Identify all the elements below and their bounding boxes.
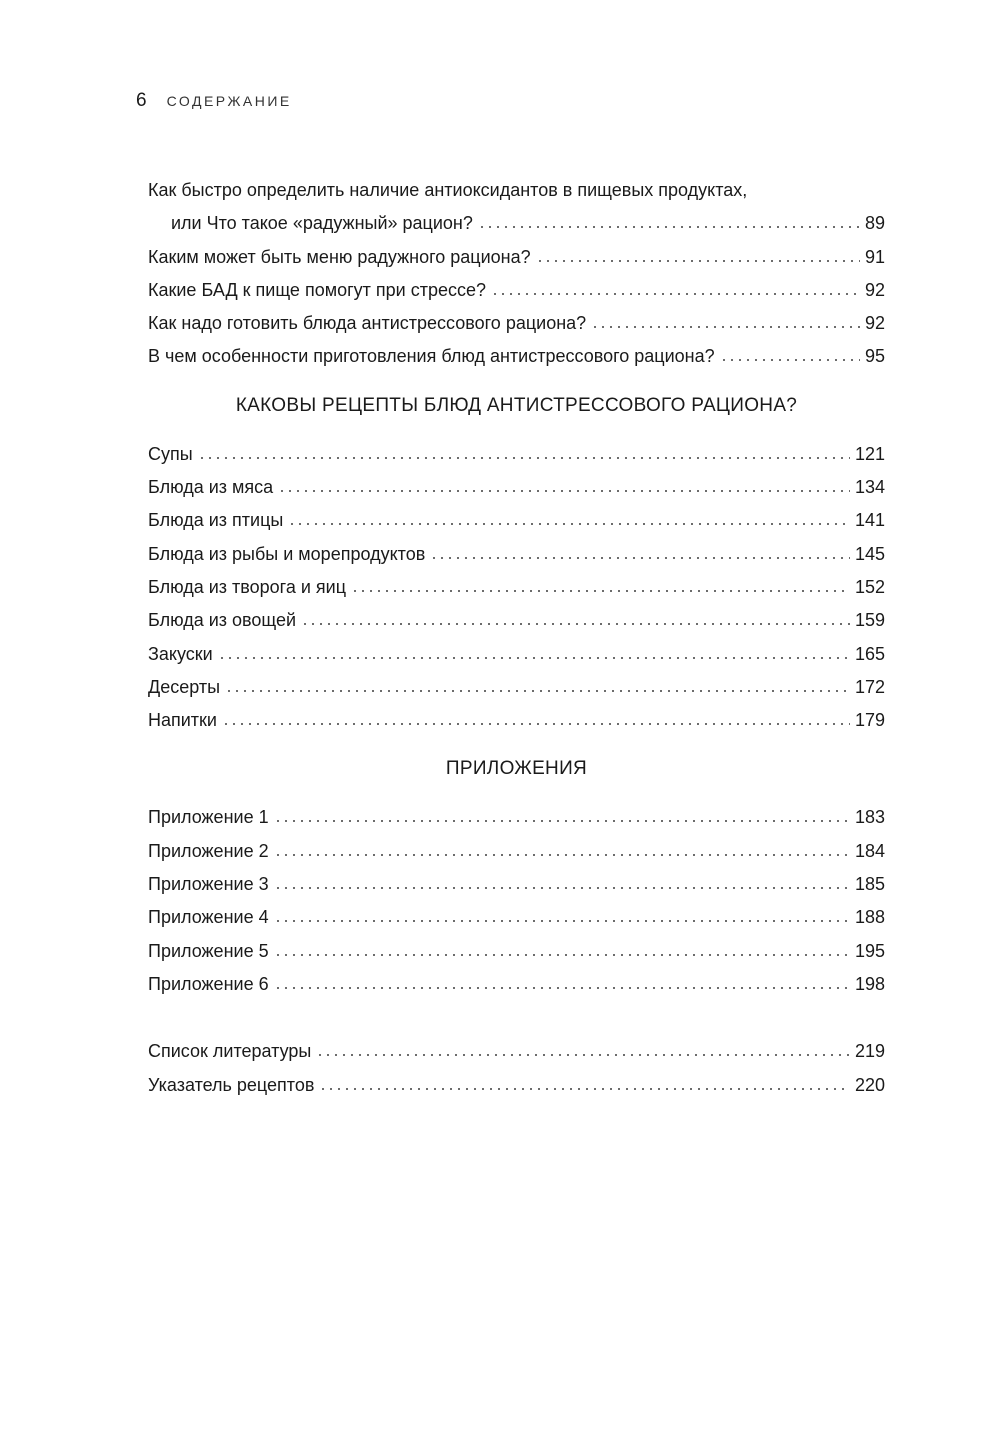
- toc-entry-title: Указатель рецептов: [148, 1074, 315, 1095]
- toc-entry[interactable]: [148, 1035, 885, 1068]
- toc-entry-title: Блюда из творога и яиц: [148, 576, 347, 597]
- toc-entry-page: 195: [854, 940, 885, 961]
- toc-entry-page: 92: [864, 279, 885, 300]
- running-title: СОДЕРЖАНИЕ: [166, 93, 292, 109]
- toc-entry[interactable]: [148, 868, 885, 901]
- toc-entry-page: 91: [864, 246, 885, 267]
- toc-entry[interactable]: [148, 901, 885, 934]
- toc-entry[interactable]: [148, 307, 885, 340]
- toc-entry-page: 220: [854, 1074, 885, 1095]
- toc-entry-title: Список литературы: [148, 1041, 312, 1062]
- toc-entry-page: 95: [864, 346, 885, 367]
- toc-entry-page: 179: [854, 710, 885, 731]
- toc-entry[interactable]: [148, 274, 885, 307]
- toc-entry-title: Приложение 6: [148, 973, 269, 994]
- toc-entry-page: 159: [854, 610, 885, 631]
- toc-entry[interactable]: [148, 671, 885, 704]
- toc-entry-title: Блюда из мяса: [148, 477, 274, 498]
- toc-entry[interactable]: [148, 438, 885, 471]
- toc-entry-title: Какие БАД к пище помогут при стрессе?: [148, 279, 487, 300]
- toc-entry-page: 183: [854, 807, 885, 828]
- dot-leader: [225, 690, 850, 692]
- dot-leader: [274, 987, 850, 989]
- toc-entry-title: Блюда из рыбы и морепродуктов: [148, 543, 426, 564]
- dot-leader: [198, 457, 850, 459]
- toc-entry[interactable]: [148, 638, 885, 671]
- toc-entry[interactable]: [148, 538, 885, 571]
- toc-entry-title: Блюда из птицы: [148, 510, 284, 531]
- dot-leader: [301, 623, 850, 625]
- toc-entry-title: Блюда из овощей: [148, 610, 297, 631]
- dot-leader: [288, 523, 850, 525]
- dot-leader: [319, 1088, 850, 1090]
- toc-entry-title: Как надо готовить блюда антистрессового рациона?: [148, 313, 587, 334]
- toc-entry-title: Каким может быть меню радужного рациона?: [148, 246, 531, 267]
- toc-entry-continuation[interactable]: [148, 207, 885, 240]
- dot-leader: [430, 557, 850, 559]
- toc-entry-page: 141: [854, 510, 885, 531]
- dot-leader: [274, 920, 850, 922]
- toc-entry-title: Напитки: [148, 710, 217, 731]
- toc-entry-page: 121: [854, 443, 885, 464]
- running-head: [136, 90, 292, 112]
- toc-entry[interactable]: [148, 801, 885, 834]
- toc-entry[interactable]: [148, 504, 885, 537]
- toc-entry[interactable]: [148, 340, 885, 373]
- toc-entry-page: 134: [854, 477, 885, 498]
- toc-entry-page: 184: [854, 840, 885, 861]
- dot-leader: [222, 723, 850, 725]
- toc-entry-page: 185: [854, 874, 885, 895]
- dot-leader: [536, 260, 860, 262]
- dot-leader: [274, 954, 850, 956]
- toc-entry-title: Приложение 2: [148, 840, 269, 861]
- table-of-contents: [148, 174, 885, 1102]
- dot-leader: [491, 293, 860, 295]
- section-heading-recipes: КАКОВЫ РЕЦЕПТЫ БЛЮД АНТИСТРЕССОВОГО РАЦИОНА?: [235, 394, 798, 416]
- toc-entry-page: 172: [854, 676, 885, 697]
- section-heading-appendices: ПРИЛОЖЕНИЯ: [445, 758, 588, 780]
- toc-entry-title: Закуски: [148, 643, 213, 664]
- toc-entry-page: 89: [864, 213, 885, 234]
- toc-entry-page: 165: [854, 643, 885, 664]
- toc-entry-title: Приложение 1: [148, 807, 269, 828]
- toc-entry[interactable]: [148, 935, 885, 968]
- page-number: 6: [136, 90, 147, 111]
- toc-entry[interactable]: [148, 241, 885, 274]
- toc-entry-page: 219: [854, 1041, 885, 1062]
- toc-entry-page: 198: [854, 973, 885, 994]
- toc-entry-title: Приложение 4: [148, 907, 269, 928]
- toc-entry[interactable]: [148, 968, 885, 1001]
- dot-leader: [351, 590, 850, 592]
- section-spacer: [148, 1001, 885, 1035]
- toc-entry-page: 152: [854, 576, 885, 597]
- toc-entry[interactable]: [148, 704, 885, 737]
- toc-entry-title: Супы: [148, 443, 193, 464]
- toc-entry-page: 92: [864, 313, 885, 334]
- dot-leader: [218, 657, 850, 659]
- toc-entry-title: Приложение 5: [148, 940, 269, 961]
- toc-entry[interactable]: [148, 1069, 885, 1102]
- dot-leader: [274, 854, 850, 856]
- toc-entry-title: Приложение 3: [148, 874, 269, 895]
- toc-entry-title: или Что такое «радужный» рацион?: [171, 213, 473, 234]
- toc-entry-title: Десерты: [148, 676, 221, 697]
- dot-leader: [274, 887, 850, 889]
- dot-leader: [278, 490, 850, 492]
- toc-entry[interactable]: [148, 571, 885, 604]
- dot-leader: [591, 326, 860, 328]
- toc-entry-title: Как быстро определить наличие антиоксидантов в пищевых продуктах,: [148, 180, 748, 200]
- toc-entry[interactable]: [148, 471, 885, 504]
- toc-entry-title: В чем особенности приготовления блюд антистрессового рациона?: [148, 346, 715, 367]
- toc-entry[interactable]: [148, 604, 885, 637]
- toc-entry-page: 145: [854, 543, 885, 564]
- toc-entry-multiline[interactable]: [148, 174, 885, 207]
- dot-leader: [316, 1054, 850, 1056]
- dot-leader: [274, 820, 850, 822]
- toc-entry-page: 188: [854, 907, 885, 928]
- toc-entry[interactable]: [148, 835, 885, 868]
- dot-leader: [720, 359, 860, 361]
- dot-leader: [478, 226, 860, 228]
